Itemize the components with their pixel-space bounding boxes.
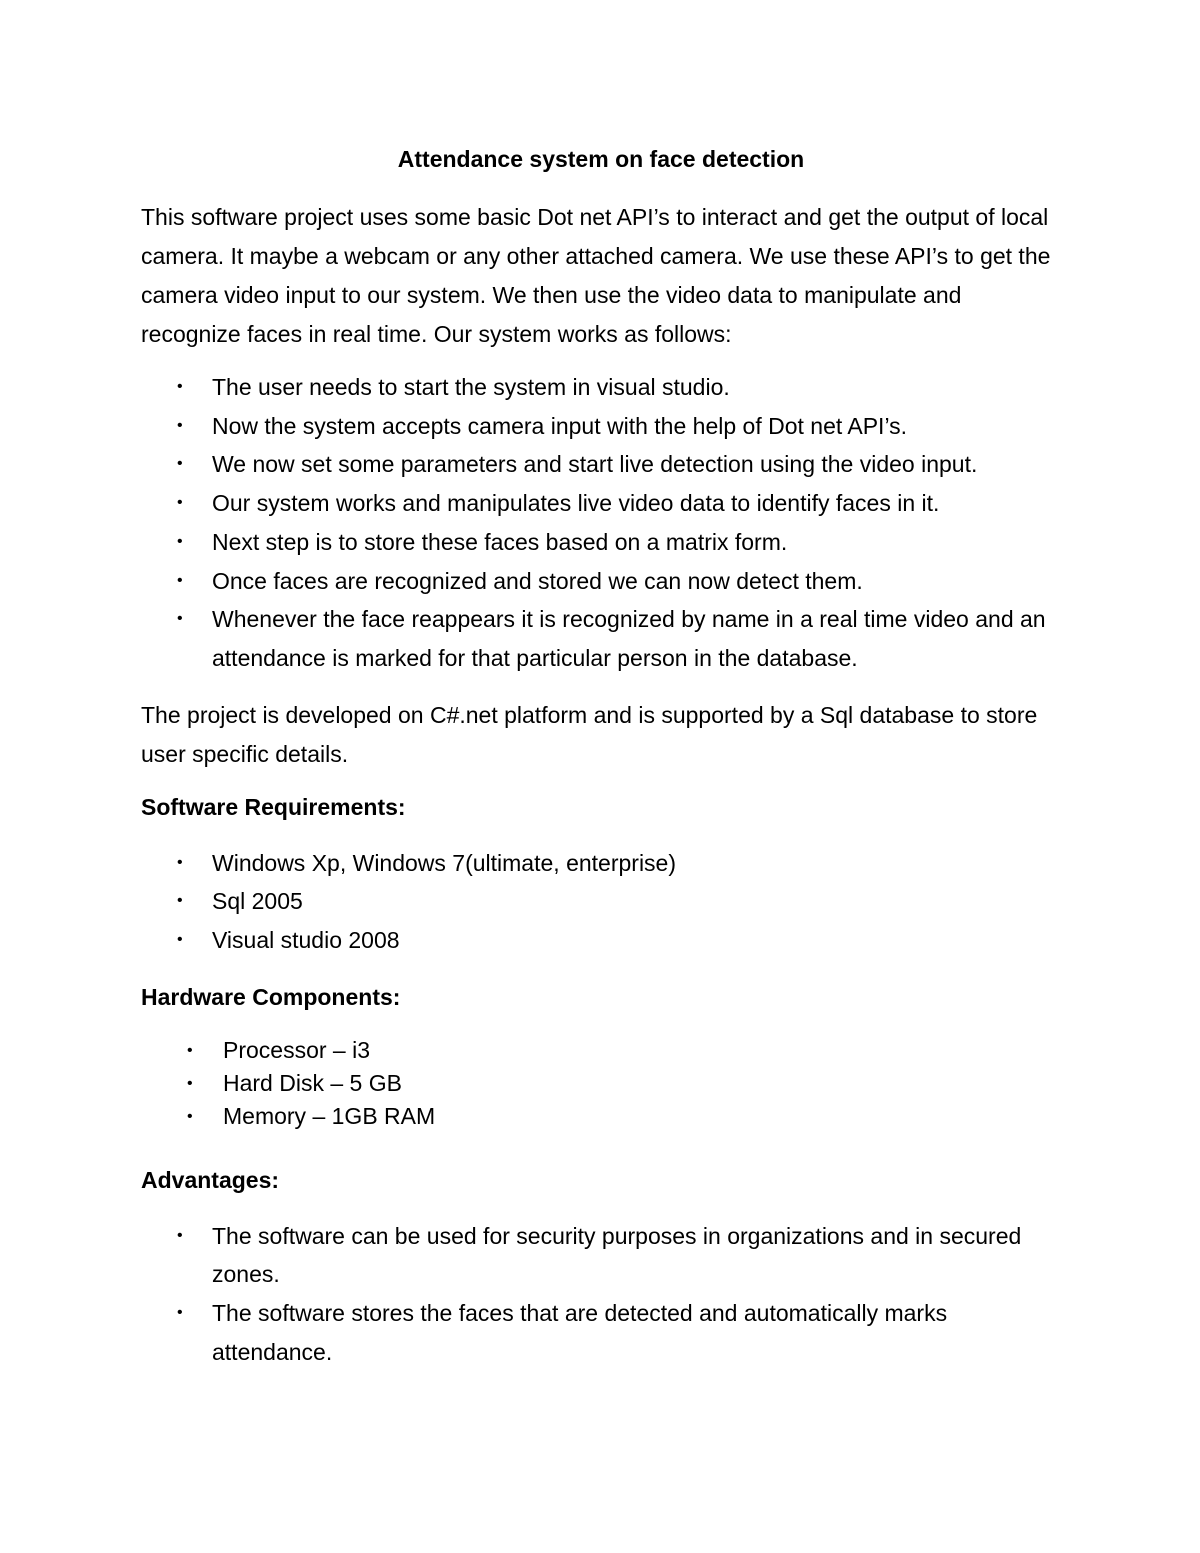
intro-paragraph: This software project uses some basic Dot net API’s to interact and get the output of local camera. It maybe a webcam or any other attached camera. We use these API’s to get the camera video input to our system. We then use the video data to manipulate and recognize faces in real time. Our system works as follows: — [141, 204, 1051, 347]
list-item: • Sql 2005 — [141, 882, 1061, 921]
software-heading: Software Requirements: — [141, 793, 406, 820]
list-item: • We now set some parameters and start live detection using the video input. — [141, 445, 1061, 484]
bullet-icon: • — [177, 610, 183, 628]
bullet-icon: • — [177, 1226, 183, 1244]
document-title: Attendance system on face detection — [397, 146, 805, 172]
document-page — [141, 140, 1061, 1390]
platform-paragraph: The project is developed on C#.net platform and is supported by a Sql database to store user specific details. — [141, 701, 1038, 767]
bullet-icon: • — [187, 1041, 193, 1059]
list-item: • Windows Xp, Windows 7(ultimate, enterprise) — [141, 844, 1061, 883]
bullet-icon: • — [177, 892, 183, 910]
bullet-icon: • — [177, 931, 183, 949]
bullet-icon: • — [177, 571, 183, 589]
bullet-icon: • — [177, 378, 183, 395]
bullet-icon: • — [177, 853, 183, 871]
hardware-list — [141, 1034, 1061, 1133]
list-item: • Our system works and manipulates live video data to identify faces in it. — [141, 484, 1061, 523]
list-item: • Visual studio 2008 — [141, 921, 1061, 960]
bullet-icon: • — [177, 1304, 183, 1322]
list-item: • Once faces are recognized and stored we can now detect them. — [141, 562, 1061, 601]
list-item: • Now the system accepts camera input with the help of Dot net API’s. — [141, 407, 1061, 446]
hardware-heading: Hardware Components: — [141, 983, 401, 1010]
advantages-heading: Advantages: — [141, 1166, 280, 1193]
bullet-icon: • — [187, 1107, 193, 1125]
list-item: • The user needs to start the system in visual studio. — [141, 368, 1061, 407]
list-item: • The software can be used for security purposes in organizations and in secured zones. — [141, 1217, 1061, 1294]
bullet-icon: • — [177, 532, 183, 550]
list-item: • Whenever the face reappears it is recognized by name in a real time video and an attendance is marked for that particular person in the database. — [141, 600, 1061, 677]
list-item: • Hard Disk – 5 GB — [141, 1067, 1061, 1100]
software-list — [141, 844, 1061, 960]
bullet-icon: • — [177, 494, 183, 512]
bullet-icon: • — [187, 1074, 193, 1092]
bullet-icon: • — [177, 455, 183, 473]
list-item: • The software stores the faces that are detected and automatically marks attendance. — [141, 1294, 1061, 1371]
list-item: • Memory – 1GB RAM — [141, 1100, 1061, 1133]
bullet-icon: • — [177, 416, 183, 434]
advantages-list — [141, 1217, 1061, 1372]
list-item: • Next step is to store these faces based on a matrix form. — [141, 523, 1061, 562]
steps-list — [141, 368, 1061, 678]
list-item: • Processor – i3 — [141, 1034, 1061, 1067]
